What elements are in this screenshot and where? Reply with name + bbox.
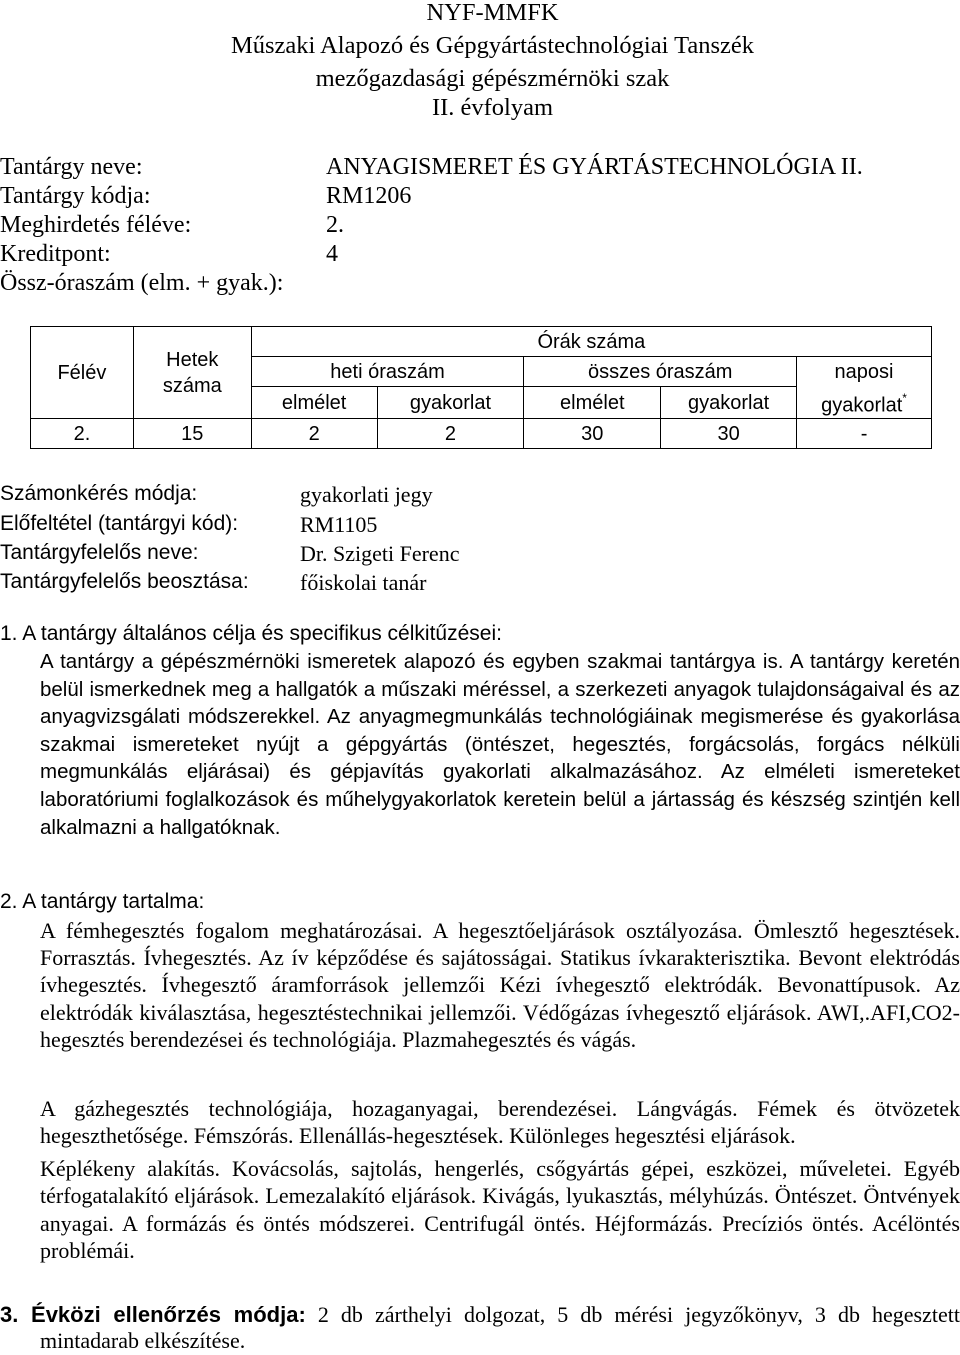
course-code-label: Tantárgy kódja: — [0, 183, 151, 209]
col-felev-header: Félév — [31, 327, 134, 419]
section-2-title: 2. A tantárgy tartalma: — [0, 890, 205, 913]
row-naposi: - — [797, 419, 932, 449]
section-3 — [0, 1302, 960, 1354]
sub-naposi-gyakorlat: gyakorlat* — [797, 387, 932, 419]
prereq-value: RM1105 — [300, 512, 378, 537]
asterisk-mark: * — [902, 390, 907, 405]
header-line-2: Műszaki Alapozó és Gépgyártástechnológiai Tanszék — [230, 32, 755, 59]
semester-label: Meghirdetés féléve: — [0, 212, 192, 238]
header-line-3: mezőgazdasági gépészmérnöki szak — [315, 65, 670, 92]
row-felev: 2. — [31, 419, 134, 449]
responsible-value: Dr. Szigeti Ferenc — [300, 541, 460, 566]
prereq-label: Előfeltétel (tantárgyi kód): — [0, 512, 239, 535]
col-naposi-header: naposi — [797, 357, 932, 387]
col-hetek-line2: száma — [162, 374, 222, 397]
position-value: főiskolai tanár — [300, 570, 427, 595]
exam-mode-label: Számonkérés módja: — [0, 482, 198, 505]
credit-value: 4 — [326, 241, 338, 267]
col-orak-header: Órák száma — [251, 327, 931, 357]
col-heti-header: heti óraszám — [251, 357, 524, 387]
hours-table — [30, 326, 932, 449]
sub-elmelet-heti: elmélet — [251, 387, 377, 419]
row-osszes-gyakorlat: 30 — [661, 419, 797, 449]
row-osszes-elmelet: 30 — [524, 419, 661, 449]
section-3-title: 3. Évközi ellenőrzés módja: — [0, 1302, 306, 1327]
row-heti-elmelet: 2 — [251, 419, 377, 449]
position-label: Tantárgyfelelős beosztása: — [0, 570, 249, 593]
credit-label: Kreditpont: — [0, 241, 111, 267]
course-name-label: Tantárgy neve: — [0, 154, 143, 180]
semester-value: 2. — [326, 212, 344, 238]
section-2-para-2: A gázhegesztés technológiája, hozaganyagai, berendezései. Lángvágás. Fémek és ötvözetek hegeszthetősége. Fémszórás. Ellenállás-hegesztések. Különleges hegesztési eljárások. — [40, 1096, 960, 1148]
col-hetek-header — [133, 327, 251, 419]
course-name-value: ANYAGISMERET ÉS GYÁRTÁSTECHNOLÓGIA II. — [326, 154, 863, 180]
section-2-para-3: Képlékeny alakítás. Kovácsolás, sajtolás, hengerlés, csőgyártás gépei, eszközei, műveletei. Egyéb térfogatalakító eljárások. Lemezalakító eljárások. Kivágás, lyukasztás, mélyhúzás. Öntészet. Öntvények anyagai. A formázás és öntés módszerei. Centrifugál öntés. Héjformázás. Precíziós öntés. Acélöntés problémái. — [40, 1156, 960, 1264]
sub-gyakorlat-osszes: gyakorlat — [661, 387, 797, 419]
header-line-4: II. évfolyam — [431, 94, 554, 121]
section-3-text: 2 db zárthelyi dolgozat, 5 db mérési jegyzőkönyv, 3 db hegesztett mintadarab elkészítése. — [40, 1302, 960, 1353]
exam-mode-value: gyakorlati jegy — [300, 482, 433, 507]
row-heti-gyakorlat: 2 — [377, 419, 524, 449]
total-hours-label: Össz-óraszám (elm. + gyak.): — [0, 270, 284, 296]
sub-elmelet-osszes: elmélet — [524, 387, 661, 419]
row-hetek: 15 — [133, 419, 251, 449]
col-hetek-line1: Hetek — [166, 348, 219, 371]
sub-gyakorlat-heti: gyakorlat — [377, 387, 524, 419]
responsible-label: Tantárgyfelelős neve: — [0, 541, 199, 564]
col-osszes-header: összes óraszám — [524, 357, 797, 387]
section-1-title: 1. A tantárgy általános célja és specifikus célkitűzései: — [0, 622, 502, 645]
header-line-1: NYF-MMFK — [426, 0, 559, 26]
section-2-para-1: A fémhegesztés fogalom meghatározásai. A hegesztőeljárások osztályozása. Ömlesztő hegesztések. Forrasztás. Ívhegesztés. Az ív képződése és sajátosságai. Statikus ívkarakterisztika. Bevont elektródás ívhegesztés. Ívhegesztő áramforrások jellemzői Kézi ívhegesztő elektródák. Bevonattípusok. Az elektródák kiválasztása, hegesztéstechnikai jellemzői. Védőgázas ívhegesztő eljárások. AWI,.AFI,CO2-hegesztés berendezései és technológiája. Plazmahegesztés és vágás. — [40, 918, 960, 1052]
section-1-text: A tantárgy a gépészmérnöki ismeretek alapozó és egyben szakmai tantárgya is. A tantárgy keretén belül ismerkednek meg a hallgatók a műszaki méréssel, a szerkezeti anyagok tulajdonságaival és az anyagvizsgálati módszerekkel. Az anyagmegmunkálás technológiáinak megismerése és gyakorlása szakmai ismereteket nyújt a gépgyártás (öntészet, hegesztés, forgácsolás, forgács nélküli megmunkálás eljárásai) és gépjavítás gyakorlati alkalmazásához. Az elméleti ismereteket laboratóriumi foglalkozások és műhelygyakorlatok keretein belül a jártasság és készség szintjén kell alkalmazni a hallgatóknak. — [40, 650, 960, 839]
course-code-value: RM1206 — [326, 183, 412, 209]
